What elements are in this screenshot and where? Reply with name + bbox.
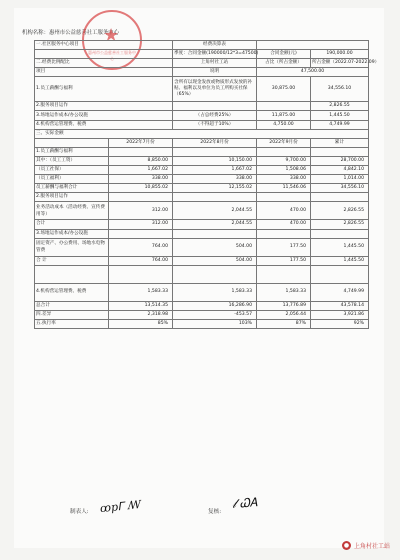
table-cell xyxy=(109,265,173,283)
row-label-cell: （员工社保） xyxy=(35,166,109,175)
table-cell: 所占金额（2022.07-2022.09） xyxy=(311,59,369,68)
table-cell xyxy=(173,193,257,202)
row-label-cell: 合计 xyxy=(35,220,109,229)
table-cell: 1,583.33 xyxy=(109,283,173,301)
table-cell: 338.00 xyxy=(109,175,173,184)
row-label-cell: 2.服务项目运作 xyxy=(35,102,173,111)
table-cell: 504.00 xyxy=(173,238,257,256)
row-label-cell: 一.社区服务中心项目 xyxy=(35,41,173,50)
table-cell xyxy=(257,102,311,111)
table-cell: 338.00 xyxy=(173,175,257,184)
table-cell: 10,150.00 xyxy=(173,156,257,165)
table-row xyxy=(35,59,369,68)
table-cell: 1,667.02 xyxy=(173,166,257,175)
table-row xyxy=(35,229,369,238)
table-cell xyxy=(109,193,173,202)
table-cell: 28,700.00 xyxy=(311,156,369,165)
table-cell: 16,286.90 xyxy=(173,301,257,310)
row-label-cell: 合 计 xyxy=(35,256,109,265)
table-cell: 4,749.99 xyxy=(311,283,369,301)
table-cell: 13,514.35 xyxy=(109,301,173,310)
table-cell: 1,445.50 xyxy=(311,256,369,265)
table-row xyxy=(35,256,369,265)
table-cell: 764.00 xyxy=(109,238,173,256)
table-cell: 2,826.55 xyxy=(311,202,369,220)
table-cell: 470.00 xyxy=(257,202,311,220)
table-cell: 34,556.10 xyxy=(311,184,369,193)
table-cell xyxy=(257,147,311,156)
row-label-cell xyxy=(35,265,109,283)
table-row xyxy=(35,129,369,138)
table-cell: 47,500.00 xyxy=(257,68,369,77)
table-cell: （不得超于10%） xyxy=(173,120,257,129)
table-cell: 1,583.33 xyxy=(257,283,311,301)
table-row xyxy=(35,120,369,129)
table-cell: 764.00 xyxy=(109,256,173,265)
table-cell xyxy=(257,41,369,50)
table-cell: 2,826.55 xyxy=(311,220,369,229)
table-cell xyxy=(257,193,311,202)
preparer-label: 制表人: xyxy=(70,509,89,515)
row-label-cell: 3.场地运作成本/办公设施 xyxy=(35,111,173,120)
row-label-cell: 3.场地运作成本/办公设施 xyxy=(35,229,109,238)
table-row xyxy=(35,175,369,184)
table-cell: 4,842.10 xyxy=(311,166,369,175)
table-cell: 2022年7月份 xyxy=(109,138,173,147)
table-cell: 87% xyxy=(257,319,311,328)
seal-star-icon: ★ xyxy=(103,25,120,46)
table-cell: 季度：合同金额(190000/12*3=47500) xyxy=(173,50,257,59)
table-cell xyxy=(109,229,173,238)
table-cell: 312.00 xyxy=(109,202,173,220)
table-row xyxy=(35,310,369,319)
table-cell: 11,546.06 xyxy=(257,184,311,193)
table-cell: 2,056.44 xyxy=(257,310,311,319)
row-label-cell: 4.机构营运管理费、税费 xyxy=(35,120,173,129)
table-cell xyxy=(173,147,257,156)
table-cell: 1,583.33 xyxy=(173,283,257,301)
org-name: 惠州市公益慈善社工服务中心 xyxy=(48,30,120,36)
table-cell: 190,000.00 xyxy=(311,50,369,59)
table-cell: 504.00 xyxy=(173,256,257,265)
table-cell: 12,155.02 xyxy=(173,184,257,193)
table-cell xyxy=(257,229,311,238)
table-cell: 合同金额(元) xyxy=(257,50,311,59)
table-cell xyxy=(311,229,369,238)
table-cell xyxy=(311,193,369,202)
table-cell: 2,044.55 xyxy=(173,202,257,220)
row-label-cell: 其中：（员工工资） xyxy=(35,156,109,165)
table-cell xyxy=(311,265,369,283)
row-label-cell: 2.服务项目运作 xyxy=(35,193,109,202)
table-row xyxy=(35,77,369,102)
table-cell: 上角村社工站 xyxy=(173,59,257,68)
row-label-cell: （员工福利） xyxy=(35,175,109,184)
row-label-cell: 1.员工薪酬与福利 xyxy=(35,77,173,102)
row-label-cell: 1.员工薪酬与福利 xyxy=(35,147,109,156)
table-cell: 30,875.00 xyxy=(257,77,311,102)
row-label-cell: 固定资产、办公费用、场地水电物管费 xyxy=(35,238,109,256)
table-row xyxy=(35,156,369,165)
table-cell: 177.50 xyxy=(257,256,311,265)
table-cell xyxy=(109,147,173,156)
table-cell: 43,578.14 xyxy=(311,301,369,310)
table-cell: 2,826.55 xyxy=(311,102,369,111)
table-row xyxy=(35,283,369,301)
table-cell: 177.50 xyxy=(257,238,311,256)
table-cell: 13,776.89 xyxy=(257,301,311,310)
preparer-signature: ꝏpᎱ ꟿ xyxy=(99,497,142,516)
table-row xyxy=(35,301,369,310)
table-row xyxy=(35,138,369,147)
row-label-cell: 四.差异 xyxy=(35,310,109,319)
table-cell: 2022年8月份 xyxy=(173,138,257,147)
table-cell: 1,445.50 xyxy=(311,111,369,120)
row-label-cell: 五.执行率 xyxy=(35,319,109,328)
table-cell: 34,556.10 xyxy=(311,77,369,102)
table-row xyxy=(35,111,369,120)
row-label-cell: 项目 xyxy=(35,68,173,77)
table-cell: 含所有以现金发放或物质形式发放的补贴、福利以及单位为员工所购买社保（65%） xyxy=(173,77,257,102)
table-cell: （占总经费25%） xyxy=(173,111,257,120)
table-cell: 累计 xyxy=(311,138,369,147)
table-cell: 4,749.99 xyxy=(311,120,369,129)
row-label-cell: 业务活动成本（活动经费、宣传费用等） xyxy=(35,202,109,220)
table-row xyxy=(35,50,369,59)
table-cell: 说明 xyxy=(173,68,257,77)
row-label-cell: 员工薪酬与福利合计 xyxy=(35,184,109,193)
table-cell xyxy=(173,229,257,238)
table-row xyxy=(35,265,369,283)
table-cell xyxy=(173,265,257,283)
table-cell: 9,700.00 xyxy=(257,156,311,165)
footer-brand xyxy=(342,541,390,550)
table-cell: 3,921.86 xyxy=(311,310,369,319)
table-row xyxy=(35,220,369,229)
table-cell: 92% xyxy=(311,319,369,328)
brand-name: 上角村社工站 xyxy=(353,543,390,550)
reviewer-signature: 𝓁 ᏇᎪ xyxy=(231,495,259,511)
seal-text: 惠州市公益慈善社工服务中心 xyxy=(88,50,136,61)
table-row xyxy=(35,68,369,77)
table-cell xyxy=(173,102,257,111)
org-label: 机构名称： xyxy=(22,30,49,36)
table-cell: 2,318.98 xyxy=(109,310,173,319)
table-cell: 4,750.00 xyxy=(257,120,311,129)
table-cell: 1,508.06 xyxy=(257,166,311,175)
table-cell: 85% xyxy=(109,319,173,328)
table-cell: 占比（所占金额） xyxy=(257,59,311,68)
table-row xyxy=(35,147,369,156)
table-cell: 2022年9月份 xyxy=(257,138,311,147)
table-cell: 470.00 xyxy=(257,220,311,229)
table-cell: 2,044.55 xyxy=(173,220,257,229)
table-cell: 1,445.50 xyxy=(311,238,369,256)
table-row xyxy=(35,193,369,202)
table-row xyxy=(35,102,369,111)
table-cell: 312.00 xyxy=(109,220,173,229)
table-cell xyxy=(257,265,311,283)
budget-table xyxy=(34,40,380,329)
table-cell: -453.57 xyxy=(173,310,257,319)
row-label-cell: 三、实际金额 xyxy=(35,129,369,138)
wechat-icon: ● xyxy=(343,542,350,549)
table-cell: 10,855.02 xyxy=(109,184,173,193)
table-cell: 经费决算表 xyxy=(173,41,257,50)
table-row xyxy=(35,184,369,193)
reviewer-label: 复核: xyxy=(208,509,222,515)
table-row xyxy=(35,319,369,328)
table-cell: 338.00 xyxy=(257,175,311,184)
table-cell: 1,667.02 xyxy=(109,166,173,175)
table-cell xyxy=(311,147,369,156)
table-row xyxy=(35,41,369,50)
table-cell: 8,850.00 xyxy=(109,156,173,165)
row-label-cell: 总合计 xyxy=(35,301,109,310)
table-row xyxy=(35,238,369,256)
table-cell: 1,014.00 xyxy=(311,175,369,184)
table-row xyxy=(35,166,369,175)
row-label-cell: 二.经费比例配比 xyxy=(35,59,173,68)
table-cell: 103% xyxy=(173,319,257,328)
row-label-cell xyxy=(35,50,173,59)
table-row xyxy=(35,202,369,220)
table-cell: 11,875.00 xyxy=(257,111,311,120)
row-label-cell: 4.机构营运管理费、税费 xyxy=(35,283,109,301)
row-label-cell xyxy=(35,138,109,147)
